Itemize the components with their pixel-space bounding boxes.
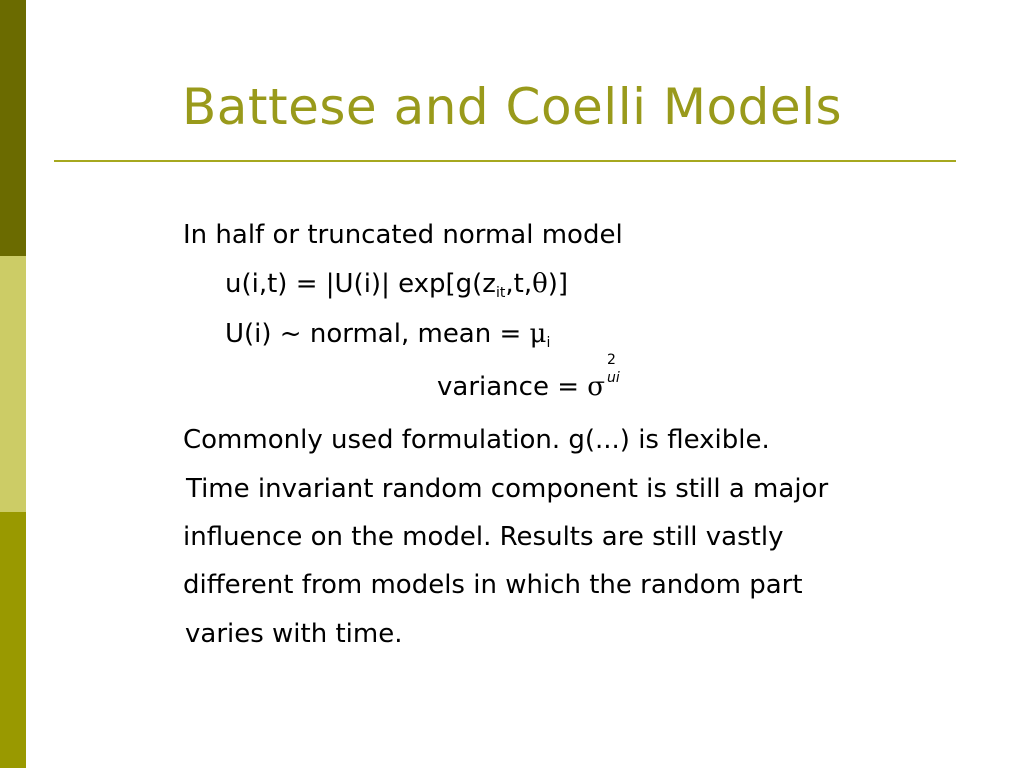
equation-mean [225, 319, 551, 351]
slide-title: Battese and Coelli Models [181, 78, 843, 136]
sigma-scripts [605, 352, 623, 395]
formulation-text: Commonly used formulation. g(...) is flexible. [183, 425, 770, 455]
body-line-paragraph-4 [185, 621, 402, 647]
mu-subscript: i [546, 335, 551, 351]
body-line-paragraph-1 [186, 476, 828, 502]
equation-u-subscript: it [495, 285, 506, 301]
mu-symbol: μ [529, 319, 547, 349]
body-line-intro [183, 222, 623, 248]
equation-u-suffix: )] [547, 269, 569, 299]
body-line-formulation [183, 427, 770, 453]
sigma-symbol: σ [587, 372, 605, 402]
accent-bar-bottom [0, 512, 26, 768]
title-divider [54, 160, 956, 162]
sigma-superscript: 2 [607, 352, 616, 368]
theta-symbol: θ [532, 269, 548, 299]
intro-text: In half or truncated normal model [183, 220, 623, 250]
paragraph-text-2: influence on the model. Results are still vastly [183, 522, 784, 552]
equation-variance-prefix: variance = [437, 372, 588, 402]
accent-bar-middle [0, 256, 26, 512]
equation-u-mid: ,t, [505, 269, 533, 299]
sigma-subscript: ui [607, 370, 620, 386]
body-line-paragraph-3 [183, 572, 803, 598]
equation-u [225, 269, 569, 301]
equation-u-prefix: u(i,t) = |U(i)| exp[g(z [225, 269, 496, 299]
body-line-paragraph-2 [183, 524, 783, 550]
paragraph-text-1: Time invariant random component is still a major [186, 474, 829, 504]
paragraph-text-3: different from models in which the random part [183, 570, 803, 600]
equation-variance [437, 352, 623, 402]
paragraph-text-4: varies with time. [185, 619, 403, 649]
equation-mean-prefix: U(i) ~ normal, mean = [225, 319, 530, 349]
